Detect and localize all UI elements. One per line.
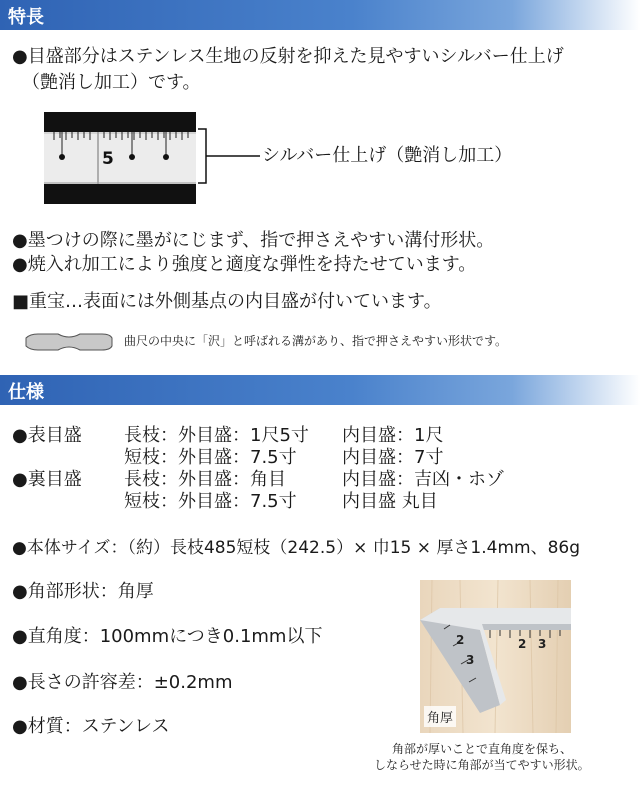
ruler-number: 5 bbox=[102, 149, 114, 169]
front-long-inner: 内目盛：1尺 bbox=[342, 425, 444, 446]
feature-line-2: （艶消し加工）です。 bbox=[22, 72, 201, 93]
svg-text:2: 2 bbox=[456, 633, 465, 647]
features-header bbox=[0, 0, 640, 30]
callout-label: シルバー仕上げ（艶消し加工） bbox=[262, 145, 513, 166]
feature-line-3: ●墨つけの際に墨がにじまず、指で押さえやすい溝付形状。 bbox=[12, 230, 495, 251]
photo-caption-2: しならせた時に角部が当てやすい形状。 bbox=[374, 758, 590, 772]
feature-line-1: ●目盛部分はステンレス生地の反射を抑えた見やすいシルバー仕上げ bbox=[12, 46, 564, 67]
front-short-inner: 内目盛：7寸 bbox=[342, 447, 444, 468]
features-title: 特長 bbox=[8, 7, 44, 28]
specs-title: 仕様 bbox=[8, 382, 44, 403]
photo-caption-1: 角部が厚いことで直角度を保ち、 bbox=[392, 742, 573, 756]
feature-line-4: ●焼入れ加工により強度と適度な弾性を持たせています。 bbox=[12, 254, 477, 275]
corner-shape: ●角部形状：角厚 bbox=[12, 581, 154, 602]
specs-header bbox=[0, 375, 640, 405]
groove-profile-icon bbox=[24, 332, 114, 352]
ruler-graphic bbox=[44, 112, 196, 204]
groove-note: 曲尺の中央に「沢」と呼ばれる溝があり、指で押さえやすい形状です。 bbox=[124, 334, 508, 348]
squareness: ●直角度：100mmにつき0.1mm以下 bbox=[12, 626, 323, 647]
material: ●材質：ステンレス bbox=[12, 716, 170, 737]
photo-label: 角厚 bbox=[424, 706, 456, 727]
back-long-arm: 長枝：外目盛：角目 bbox=[124, 469, 286, 490]
corner-photo bbox=[420, 580, 571, 733]
length-tolerance: ●長さの許容差：±0.2mm bbox=[12, 672, 233, 693]
ruler-illustration bbox=[44, 112, 196, 204]
front-long-arm: 長枝：外目盛：1尺5寸 bbox=[124, 425, 309, 446]
svg-text:2: 2 bbox=[518, 637, 527, 651]
back-short-arm: 短枝：外目盛：7.5寸 bbox=[124, 491, 297, 512]
front-short-arm: 短枝：外目盛：7.5寸 bbox=[124, 447, 297, 468]
back-long-inner: 内目盛：吉凶・ホゾ bbox=[342, 469, 504, 490]
svg-text:3: 3 bbox=[538, 637, 547, 651]
callout-bracket bbox=[196, 126, 260, 186]
feature-line-5: ■重宝…表面には外側基点の内目盛が付いています。 bbox=[12, 291, 442, 312]
back-short-inner: 内目盛 丸目 bbox=[342, 491, 438, 512]
svg-text:3: 3 bbox=[466, 653, 475, 667]
back-scale-label: ●裏目盛 bbox=[12, 469, 82, 490]
body-size: ●本体サイズ：（約）長枝485短枝（242.5）× 巾15 × 厚さ1.4mm、86g bbox=[12, 538, 580, 558]
front-scale-label: ●表目盛 bbox=[12, 425, 82, 446]
